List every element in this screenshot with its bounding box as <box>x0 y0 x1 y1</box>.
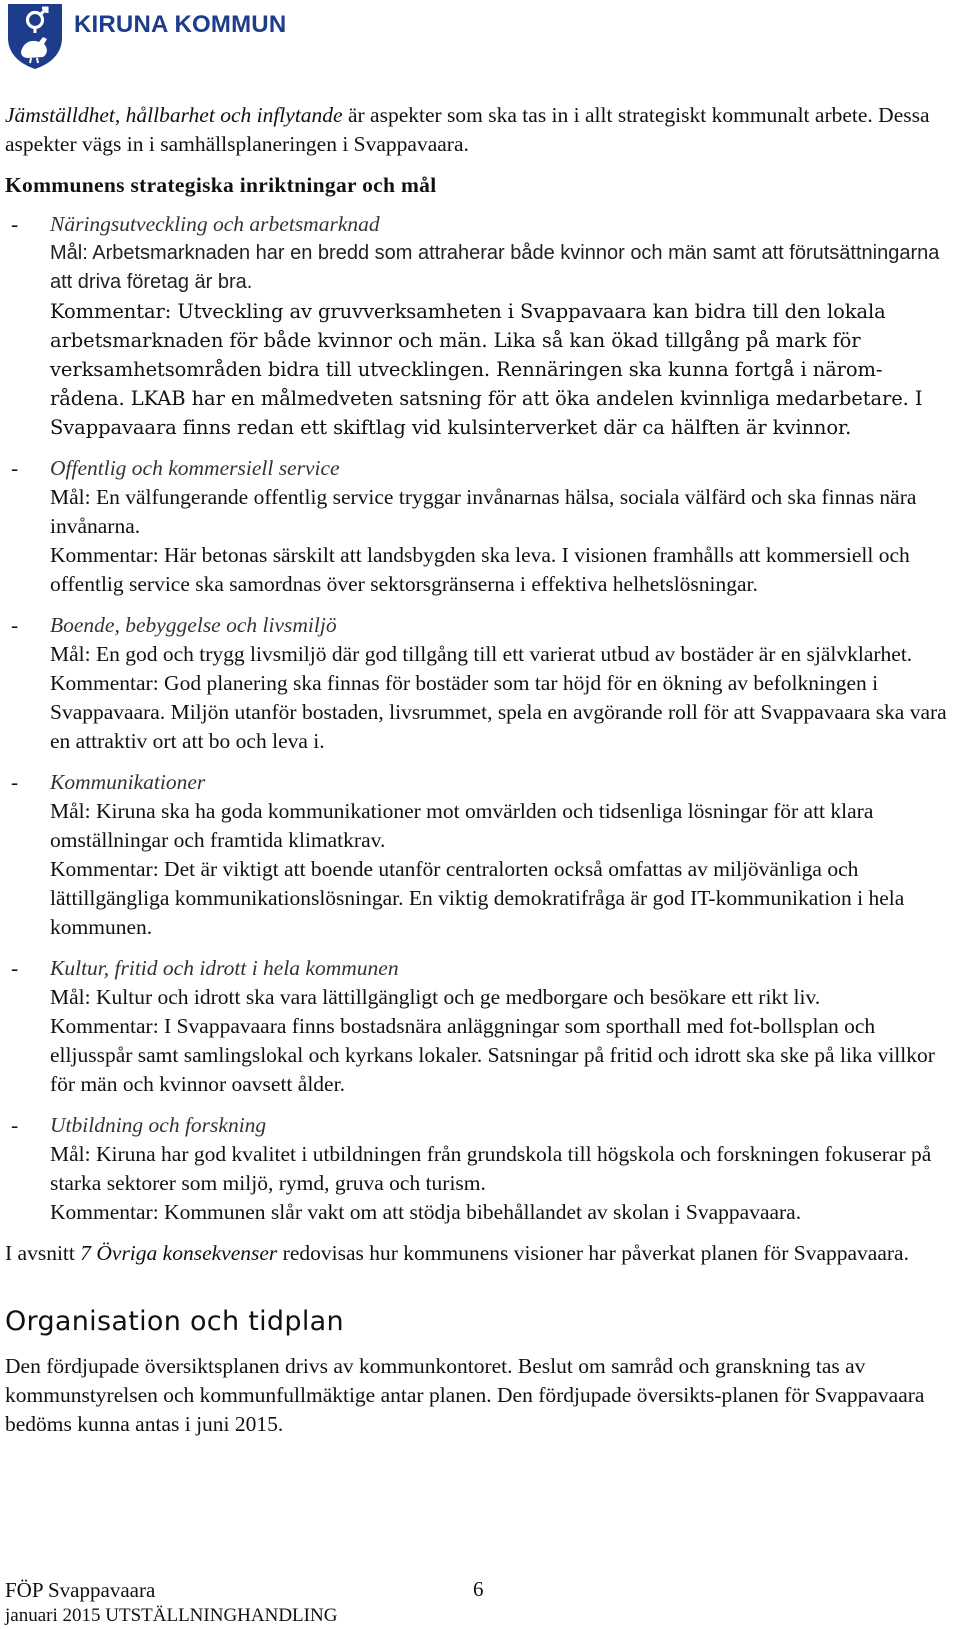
section-body: Den fördjupade översiktsplanen drivs av kommunkontoret. Beslut om samråd och granskning tas av kommunstyrelsen och kommunfullmäktige antar planen. Den fördjupade översikts-planen för Svappavaara bedöms kunna antas i juni 2015. <box>5 1354 925 1436</box>
item-comment: Kommentar: Utveckling av gruvverksamheten i Svappavaara kan bidra till den lokala arbetsmarknaden för både kvinnor och män. Lika så kan ökad tillgång på mark för verksamhetsområden bidra till utvecklingen. Rennäringen ska kunna fortgå i närom-rådena. LKAB har en målmedveten satsning för att öka andelen kvinnliga medarbetare. I Svappavaara finns redan ett skiftlag vid kulsinterverket där ca hälften är kvinnor. <box>50 300 923 439</box>
item-goal: Mål: En god och trygg livsmiljö där god tillgång till ett varierat utbud av bostäder är en självklarhet. <box>50 642 913 666</box>
closing-paragraph <box>5 1239 955 1268</box>
page-header <box>6 2 286 74</box>
section-heading: Organisation och tidplan <box>5 1306 344 1337</box>
item-goal: Mål: Kiruna har god kvalitet i utbildningen från grundskola till högskola och forskningen fokuserar på starka sektorer som miljö, rymd, gruva och turism. <box>50 1142 932 1195</box>
item-goal: Mål: Kultur och idrott ska vara lättillgängligt och ge medborgare och besökare ett rikt liv. <box>50 985 821 1009</box>
footer-subtitle: januari 2015 UTSTÄLLNINGHANDLING <box>5 1605 338 1626</box>
item-comment: Kommentar: I Svappavaara finns bostadsnära anläggningar som sporthall med fot-bollsplan och elljusspår samt samlingslokal och kyrkans lokaler. Satsningar på fritid och idrott ska ske på lika villkor för män och kvinnor oavsett ålder. <box>50 1014 935 1096</box>
coat-of-arms-bird-icon <box>6 2 64 75</box>
intro-paragraph <box>5 101 955 159</box>
item-comment: Kommentar: Här betonas särskilt att landsbygden ska leva. I visionen framhålls att kommersiell och offentlig service ska samordnas över sektorsgränserna i effektiva helhetslösningar. <box>50 543 910 596</box>
footer-doc-title: FÖP Svappavaara <box>5 1578 156 1602</box>
list-item <box>5 1111 955 1227</box>
page-footer <box>5 1577 337 1629</box>
item-title: Utbildning och forskning <box>50 1113 267 1137</box>
item-title: Kultur, fritid och idrott i hela kommunen <box>50 956 399 980</box>
closing-suffix: redovisas hur kommunens visioner har påverkat planen för Svappavaara. <box>277 1241 909 1265</box>
list-item <box>5 210 955 442</box>
item-goal: Mål: Arbetsmarknaden har en bredd som attraherar både kvinnor och män samt att förutsättningarna att driva företag är bra. <box>50 242 940 293</box>
list-item <box>5 454 955 599</box>
list-dash: - <box>11 956 19 980</box>
item-title: Offentlig och kommersiell service <box>50 456 340 480</box>
document-body <box>5 101 955 1439</box>
goals-heading: Kommunens strategiska inriktningar och mål <box>5 173 437 197</box>
closing-prefix: I avsnitt <box>5 1241 81 1265</box>
item-comment: Kommentar: God planering ska finnas för bostäder som tar höjd för en ökning av befolkningen i Svappavaara. Miljön utanför bostaden, livsrummet, spela en avgörande roll för att Svappavaara ska vara en attraktiv ort att bo och leva i. <box>50 671 947 753</box>
list-dash: - <box>11 613 19 637</box>
item-title: Näringsutveckling och arbetsmarknad <box>50 212 380 236</box>
org-name: KIRUNA KOMMUN <box>74 11 287 38</box>
list-dash: - <box>11 770 19 794</box>
list-item <box>5 954 955 1099</box>
item-comment: Kommentar: Kommunen slår vakt om att stödja bibehållandet av skolan i Svappavaara. <box>50 1200 802 1224</box>
list-dash: - <box>11 212 19 236</box>
list-item <box>5 768 955 942</box>
item-title: Kommunikationer <box>50 770 206 794</box>
list-dash: - <box>11 456 19 480</box>
item-comment: Kommentar: Det är viktigt att boende utanför centralorten också omfattas av miljövänliga och lättillgängliga kommunikationslösningar. En viktig demokratifråga är god IT-kommunikation i hela kommunen. <box>50 857 905 939</box>
page-number: 6 <box>473 1577 484 1601</box>
section-reference: 7 Övriga konsekvenser <box>80 1241 278 1265</box>
item-goal: Mål: Kiruna ska ha goda kommunikationer mot omvärlden och tidsenliga lösningar för att klara omställningar och framtida klimatkrav. <box>50 799 874 852</box>
item-title: Boende, bebyggelse och livsmiljö <box>50 613 337 637</box>
intro-text: är aspekter som ska tas in i allt strategiskt kommunalt arbete. Dessa aspekter vägs in i samhällsplaneringen i Svappavaara. <box>5 103 930 156</box>
list-dash: - <box>11 1113 19 1137</box>
item-goal: Mål: En välfungerande offentlig service tryggar invånarnas hälsa, sociala välfärd och ska finnas nära invånarna. <box>50 485 917 538</box>
intro-italic: Jämställdhet, hållbarhet och inflytande <box>5 103 343 127</box>
list-item <box>5 611 955 756</box>
